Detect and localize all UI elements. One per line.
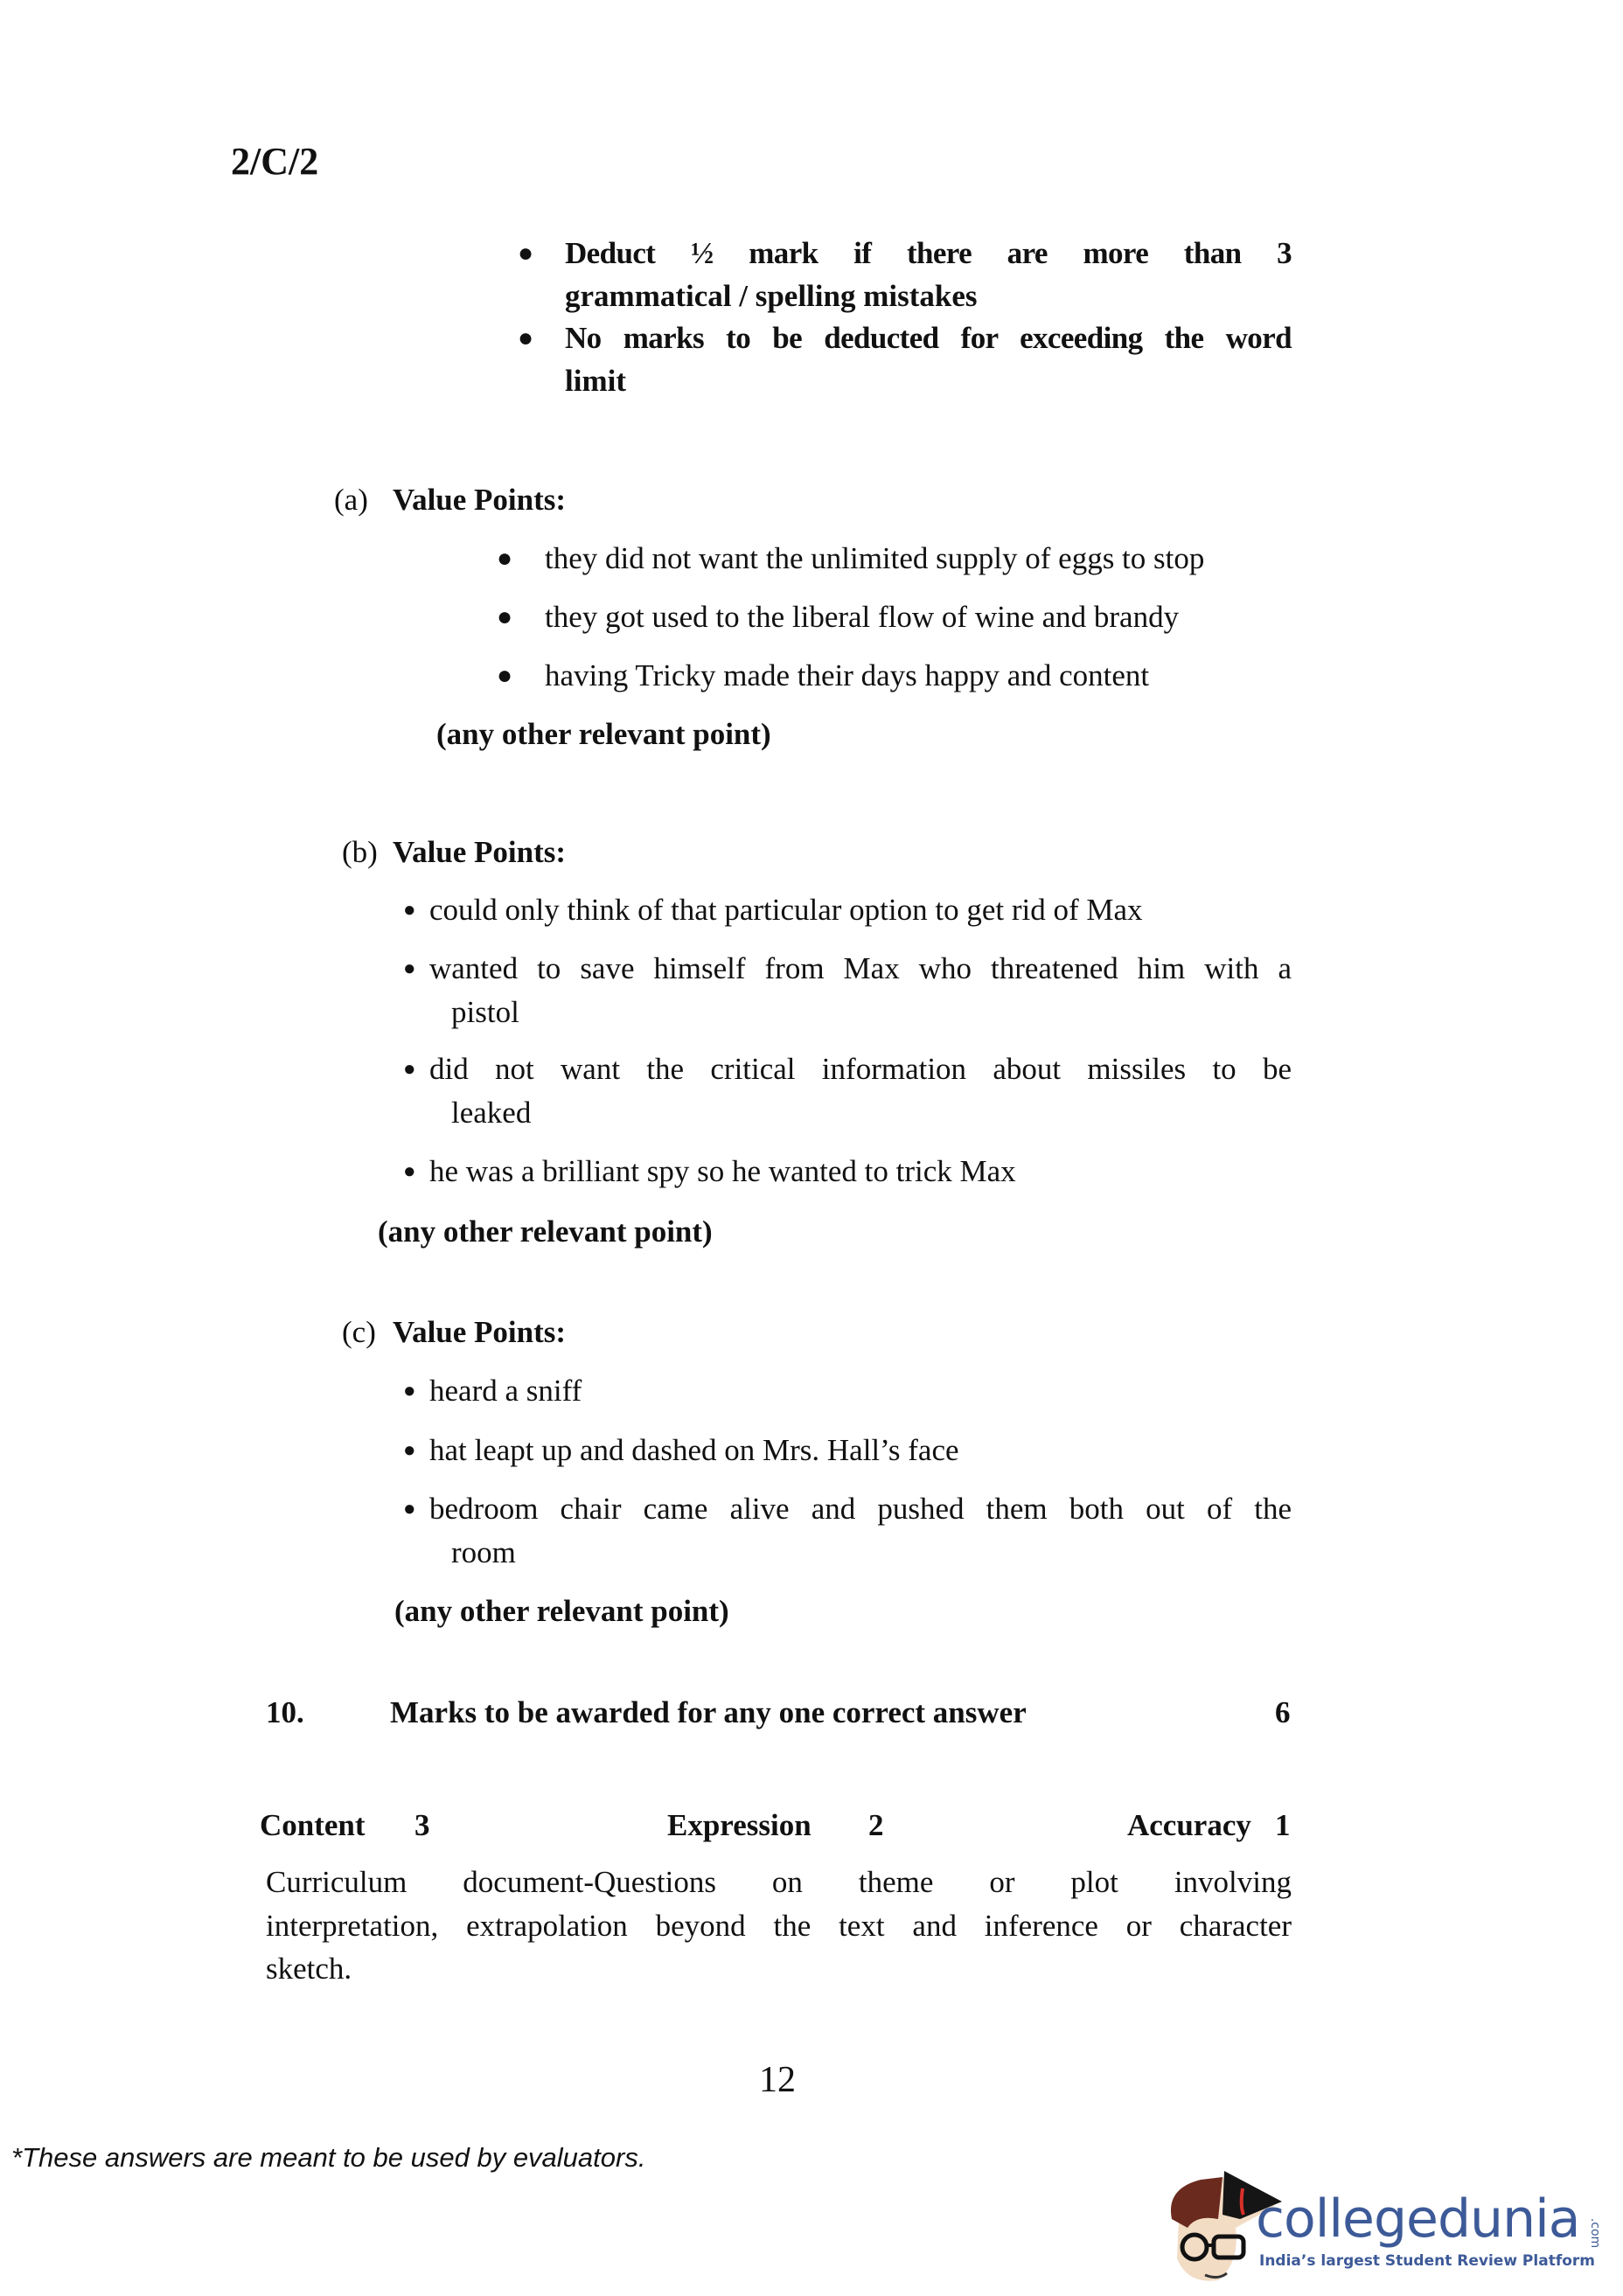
instruction-line: limit: [565, 364, 626, 398]
section-title: Value Points:: [393, 1315, 567, 1349]
paragraph-line: Curriculum document-Questions on theme or plot involving: [266, 1865, 1292, 1899]
value-point-cont: leaked: [451, 1096, 532, 1130]
value-point: they got used to the liberal flow of wine and brandy: [545, 600, 1180, 634]
rubric-label: Content: [260, 1808, 366, 1842]
section-note: (any other relevant point): [394, 1594, 729, 1628]
logo-tagline: India’s largest Student Review Platform: [1259, 2252, 1595, 2270]
value-point: bedroom chair came alive and pushed them both out of the: [429, 1492, 1292, 1526]
value-point: heard a sniff: [429, 1374, 582, 1408]
bullet-icon: ●: [403, 899, 416, 922]
bullet-icon: ●: [403, 1160, 416, 1183]
value-point: could only think of that particular option to get rid of Max: [429, 893, 1143, 927]
rubric-value: 2: [868, 1808, 884, 1842]
logo-wordmark: collegedunia .com: [1256, 2188, 1602, 2250]
rubric-label: Expression: [667, 1808, 812, 1842]
bullet-icon: ●: [403, 957, 416, 980]
value-point: he was a brilliant spy so he wanted to trick Max: [429, 1154, 1016, 1188]
value-point-cont: room: [451, 1535, 516, 1569]
section-label: (a): [334, 483, 368, 517]
value-point: hat leapt up and dashed on Mrs. Hall’s face: [429, 1433, 959, 1467]
section-note: (any other relevant point): [378, 1214, 713, 1249]
rubric-label: Accuracy: [1127, 1808, 1251, 1842]
bullet-icon: ●: [497, 602, 513, 631]
question-text: Marks to be awarded for any one correct answer: [390, 1695, 1027, 1729]
bullet-icon: ●: [403, 1498, 416, 1520]
question-number: 10.: [266, 1695, 304, 1729]
instruction-line: Deduct ½ mark if there are more than 3: [565, 236, 1292, 270]
bullet-icon: ●: [497, 661, 513, 690]
paragraph-line: sketch.: [266, 1952, 352, 1986]
value-point: wanted to save himself from Max who threatened him with a: [429, 951, 1292, 985]
bullet-icon: ●: [403, 1439, 416, 1462]
bullet-icon: ●: [518, 324, 534, 352]
page-number: 12: [759, 2060, 796, 2100]
value-point: having Tricky made their days happy and content: [545, 658, 1150, 692]
bullet-icon: ●: [403, 1380, 416, 1402]
section-label: (b): [342, 835, 378, 869]
section-title: Value Points:: [393, 483, 567, 517]
section-title: Value Points:: [393, 835, 567, 869]
section-label: (c): [342, 1315, 376, 1349]
bullet-icon: ●: [518, 239, 534, 268]
rubric-value: 3: [414, 1808, 430, 1842]
value-point: they did not want the unlimited supply of eggs to stop: [545, 541, 1205, 575]
instruction-line: No marks to be deducted for exceeding the word: [565, 321, 1292, 355]
collegedunia-logo: [1153, 2167, 1602, 2289]
section-note: (any other relevant point): [436, 717, 771, 751]
rubric-value: 1: [1275, 1808, 1291, 1842]
bullet-icon: ●: [403, 1058, 416, 1081]
value-point-cont: pistol: [451, 995, 519, 1029]
question-marks: 6: [1275, 1695, 1291, 1729]
bullet-icon: ●: [497, 544, 513, 573]
paragraph-line: interpretation, extrapolation beyond the text and inference or character: [266, 1909, 1292, 1943]
footer-note: *These answers are meant to be used by evaluators.: [11, 2142, 646, 2173]
value-point: did not want the critical information about missiles to be: [429, 1052, 1292, 1086]
page-code: 2/C/2: [231, 140, 319, 183]
instruction-line: grammatical / spelling mistakes: [565, 279, 978, 313]
